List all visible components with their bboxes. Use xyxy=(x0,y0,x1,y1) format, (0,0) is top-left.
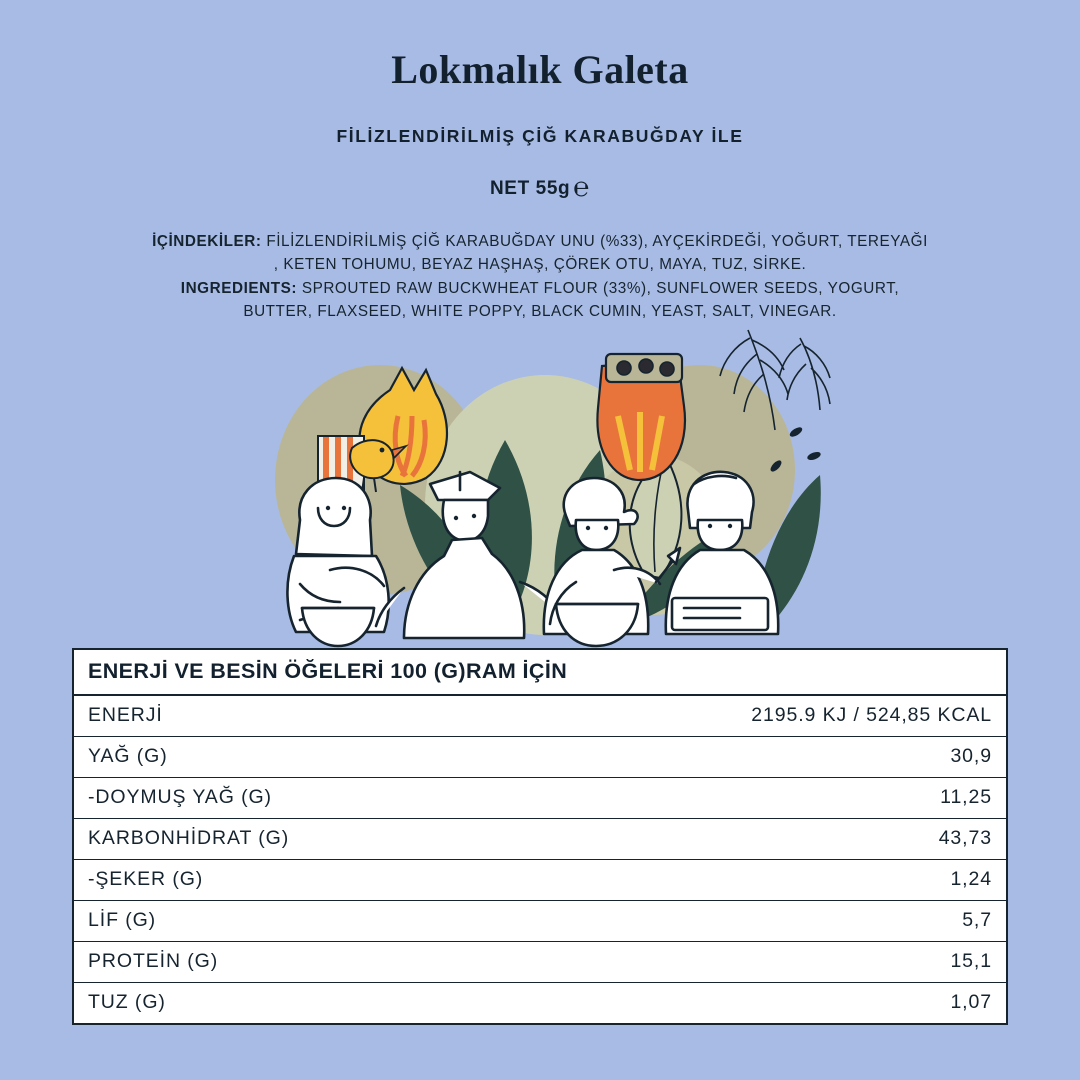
nutrient-value: 2195.9 KJ / 524,85 KCAL xyxy=(751,704,992,726)
nutrient-value: 30,9 xyxy=(950,745,992,767)
tray-right xyxy=(672,598,768,630)
nutrient-value: 11,25 xyxy=(940,786,992,808)
ingredients-english-label: INGREDIENTS: xyxy=(180,280,298,298)
nutrient-value: 43,73 xyxy=(938,827,992,849)
nutrient-name: KARBONHİDRAT (G) xyxy=(88,827,290,849)
nutrient-name: LİF (G) xyxy=(88,909,157,931)
table-row xyxy=(74,737,1006,778)
ingredients-english xyxy=(150,278,930,323)
nutrient-name: YAĞ (G) xyxy=(88,745,168,767)
nutrient-value: 15,1 xyxy=(950,950,992,972)
nutrient-value: 5,7 xyxy=(962,909,992,931)
ingredients-english-text: SPROUTED RAW BUCKWHEAT FLOUR (33%), SUNFLOWER SEEDS, YOGURT, BUTTER, FLAXSEED, WHITE POPPY, BLACK CUMIN, YEAST, SALT, VINEGAR. xyxy=(243,280,900,320)
product-subtitle: FİLİZLENDİRİLMİŞ ÇİĞ KARABUĞDAY İLE xyxy=(336,126,744,146)
net-weight-value: NET 55g xyxy=(489,178,571,199)
table-row xyxy=(74,778,1006,819)
ingredients-turkish-label: İÇİNDEKİLER: xyxy=(152,233,262,250)
table-row xyxy=(74,901,1006,942)
page-title: Lokmalık Galeta xyxy=(391,47,689,92)
nutrient-name: PROTEİN (G) xyxy=(88,950,219,972)
bowl-center xyxy=(556,604,638,646)
nutrient-value: 1,07 xyxy=(950,991,992,1013)
table-row xyxy=(74,983,1006,1023)
nutrient-value: 1,24 xyxy=(950,868,992,890)
pod-orange-icon xyxy=(597,354,685,480)
illustration-artwork xyxy=(0,320,1080,660)
bowl-left xyxy=(302,608,374,646)
nutrition-table xyxy=(72,648,1008,1025)
table-row xyxy=(74,696,1006,737)
illustration xyxy=(0,320,1080,660)
nutrition-table-header: ENERJİ VE BESİN ÖĞELERİ 100 (G)RAM İÇİN xyxy=(74,650,1006,696)
nutrient-name: -ŞEKER (G) xyxy=(88,868,204,890)
table-row xyxy=(74,860,1006,901)
nutrient-name: TUZ (G) xyxy=(88,991,166,1013)
ingredients-turkish xyxy=(150,231,930,276)
net-weight xyxy=(0,172,1080,203)
ingredients-turkish-text: FİLİZLENDİRİLMİŞ ÇİĞ KARABUĞDAY UNU (%33), AYÇEKİRDEĞİ, YOĞURT, TEREYAĞI , KETEN TOHUMU, BEYAZ HAŞHAŞ, ÇÖREK OTU, MAYA, TUZ, SİRKE. xyxy=(266,233,928,273)
estimated-sign-icon: ℮ xyxy=(573,172,591,202)
nutrient-name: ENERJİ xyxy=(88,704,163,726)
ingredients-block xyxy=(150,231,930,324)
nutrient-name: -DOYMUŞ YAĞ (G) xyxy=(88,786,272,808)
table-row xyxy=(74,819,1006,860)
table-row xyxy=(74,942,1006,983)
